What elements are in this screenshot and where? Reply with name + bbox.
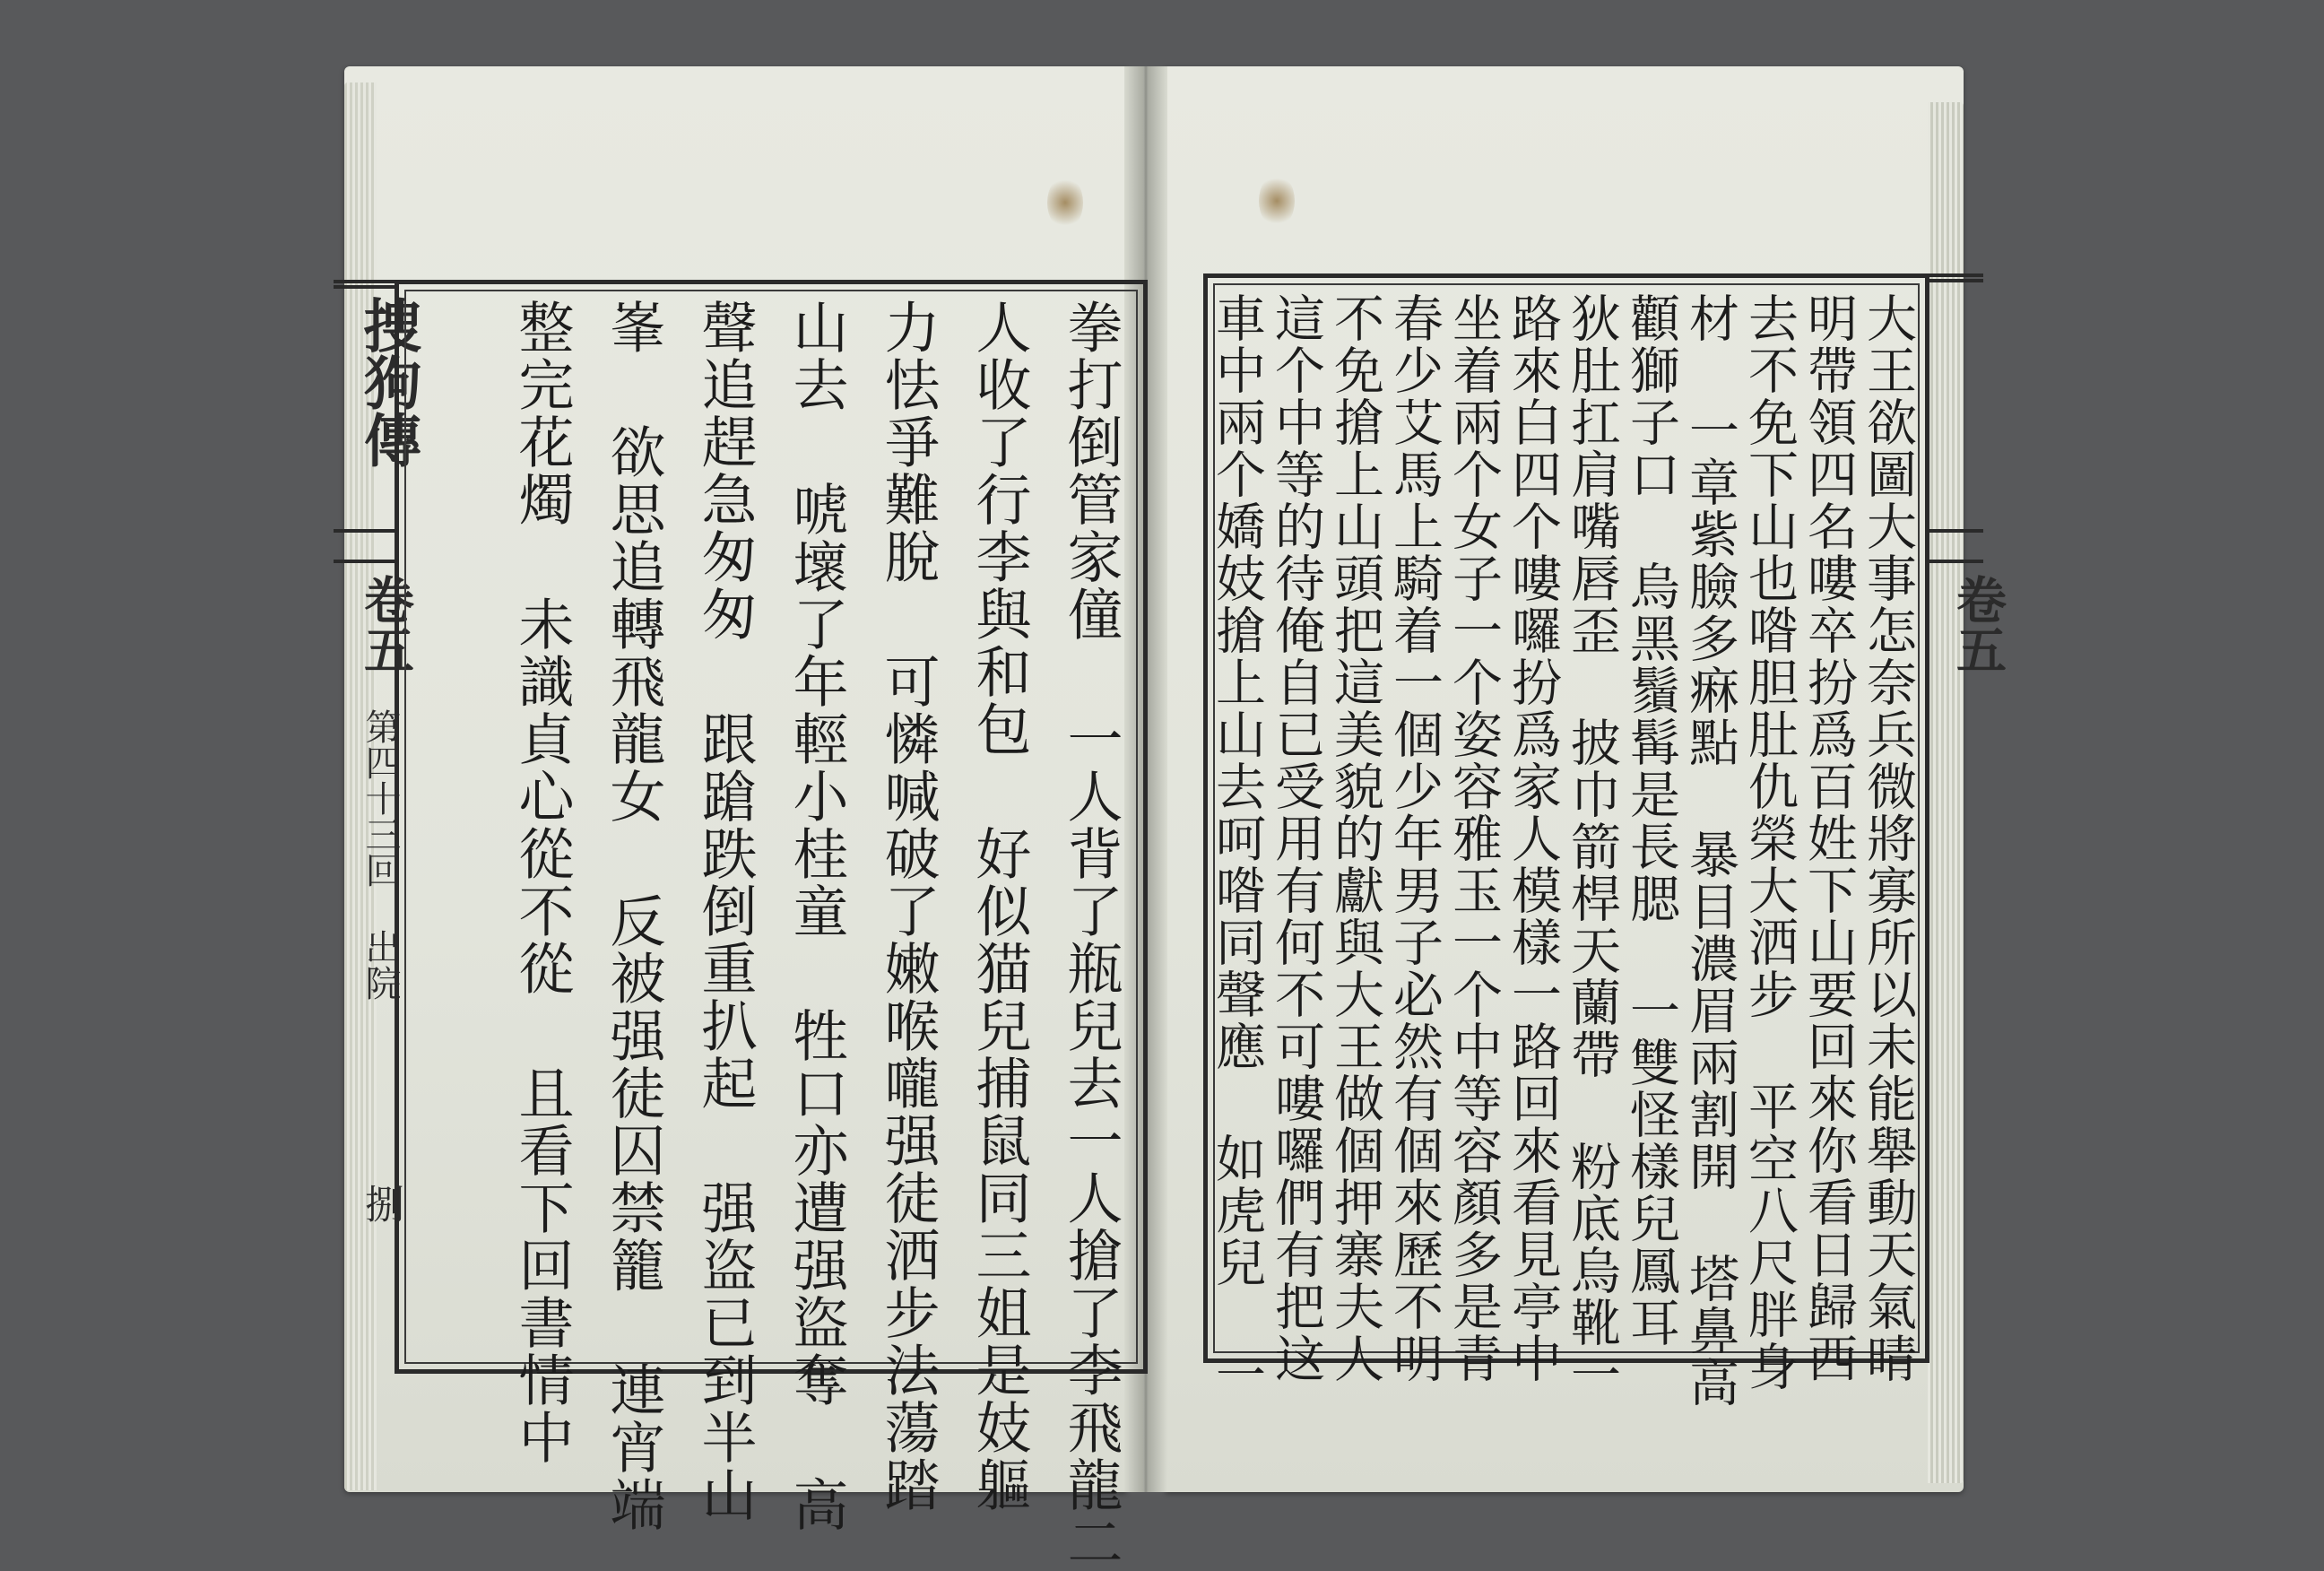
text-column: 這个中等的待俺自已受用有何不可嘍囉們有把这 bbox=[1267, 292, 1325, 1384]
text-column: 去不免下山也喒胆肚仇榮大洒步 平空八尺胖身 bbox=[1740, 292, 1799, 1393]
text-column: 不免搶上山頭把這美貌的獻與大王做個押寨夫人 bbox=[1326, 292, 1384, 1384]
text-column: 顴獅子口 烏黑鬚髯是長腮 一雙怪樣兒鳳耳 bbox=[1622, 292, 1680, 1349]
text-column: 人收了行李與和包 好似猫兒捕鼠同三姐是妓軀 bbox=[967, 299, 1032, 1514]
spine-volume: 卷五 bbox=[1948, 574, 2007, 674]
spine-rule bbox=[334, 280, 395, 289]
spine-page-number: 捌 bbox=[358, 1184, 403, 1223]
spine-rule bbox=[1929, 273, 1983, 282]
page-edges-right bbox=[1928, 102, 1964, 1483]
right-text-frame bbox=[1203, 273, 1929, 1409]
text-column: 山去 唬壞了年輕小桂童 牲口亦遭强盜奪 高 bbox=[784, 299, 849, 1533]
text-column: 車中兩个嬌妓搶上山去呵喒同聲應 如虎兒 一 bbox=[1208, 292, 1266, 1401]
text-column: 狄肚扛肩嘴唇歪 披巾箭桿天蘭帶 粉底烏靴一 bbox=[1563, 292, 1621, 1401]
text-column: 力怯爭難脫 可憐喊破了嫩喉嚨强徒洒步法蕩踏 bbox=[875, 299, 941, 1514]
text-column: 明帶領四名嘍卒扮爲百姓下山要回來你看日歸西 bbox=[1799, 292, 1858, 1384]
text-column: 大王欲圖大事怎奈兵微將寡所以未能舉動天氣晴 bbox=[1859, 292, 1917, 1384]
fish-tail-mark bbox=[1929, 529, 1983, 563]
text-column: 坐着兩个女子一个姿容雅玉一个中等容顏多是青 bbox=[1444, 292, 1503, 1384]
spine-volume: 卷五 bbox=[356, 574, 415, 674]
fish-tail-mark bbox=[334, 529, 395, 563]
spine-chapter: 第四十三回 出院 bbox=[360, 708, 401, 1001]
text-column: 路來白四个嘍囉扮爲家人模樣一路回來看見亭中 bbox=[1504, 292, 1562, 1384]
text-column: 春少艾馬上騎着一個少年男子必然有個來歷不明 bbox=[1385, 292, 1444, 1384]
text-column: 材 一章紫臉多痳點 暴目濃眉兩割開 塔鼻高 bbox=[1681, 292, 1739, 1409]
paper-stain bbox=[1259, 174, 1295, 228]
paper-stain bbox=[1047, 176, 1083, 230]
text-column: 聲追趕急匆匆 跟蹌跌倒重扒起 强盗已到半山 bbox=[692, 299, 758, 1523]
text-column: 峯 欲思追轉飛龍女 反被强徒囚禁籠 連宵端 bbox=[601, 299, 666, 1533]
left-text-frame bbox=[395, 280, 1148, 1571]
text-column: 整完花燭 未識貞心從不從 且看下回書情中 bbox=[509, 299, 575, 1466]
spine-title: 捜狗傳 bbox=[354, 296, 421, 468]
text-column: 拳打倒管家僮 一人背了瓶兒去一人搶了李飛龍二 bbox=[1058, 299, 1123, 1571]
